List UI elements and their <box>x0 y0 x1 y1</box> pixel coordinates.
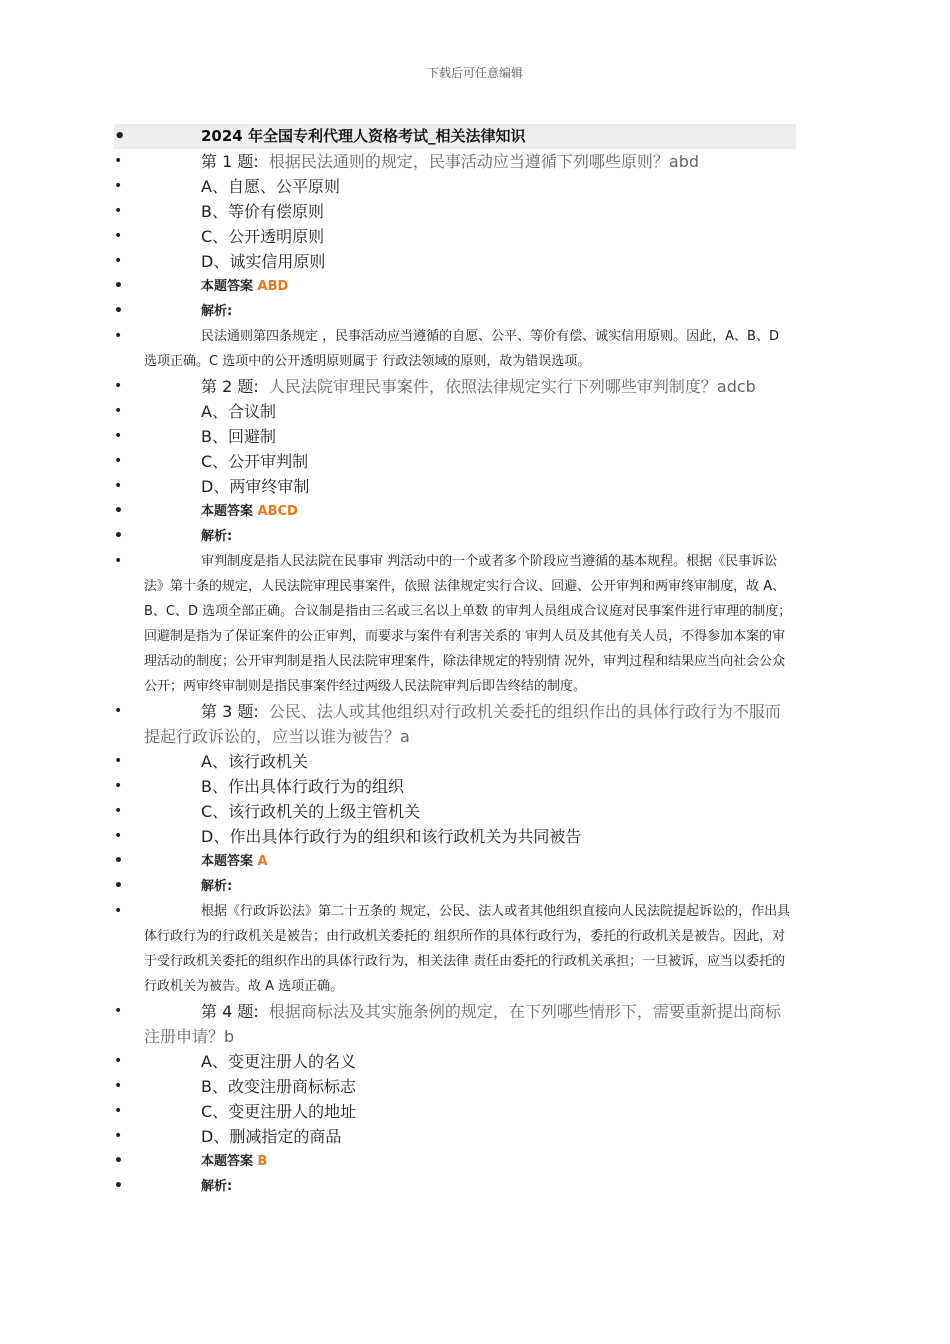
option-text: C、公开审判制 <box>201 452 309 471</box>
document-title: 2024 年全国专利代理人资格考试_相关法律知识 <box>201 127 526 145</box>
option-text: A、合议制 <box>201 402 276 421</box>
explanation-text: 民法通则第四条规定 ，民事活动应当遵循的自愿、公平、等价有偿、诚实信用原则。因此，A、B、D 选项正确。C 选项中的公开透明原则属于 行政法领域的原则，故为错误选项。 <box>144 329 779 369</box>
bullet: • <box>114 528 123 544</box>
option-text: D、作出具体行政行为的组织和该行政机关为共同被告 <box>201 827 582 846</box>
bullet: • <box>114 428 123 444</box>
bullet: • <box>114 153 123 169</box>
option-text: A、自愿、公平原则 <box>201 177 340 196</box>
analysis-label-row <box>114 524 796 549</box>
question-text: 人民法院审理民事案件，依照法律规定实行下列哪些审判制度？adcb <box>268 377 756 396</box>
analysis-label: 解析: <box>201 304 233 319</box>
explanation-text: 根据《行政诉讼法》第二十五条的 规定，公民、法人或者其他组织直接向人民法院提起诉讼的，作出具体行政行为的行政机关是被告；由行政机关委托的 组织所作的具体行政行为，委托的行政机关是被告。因此，对于受行政机关委托的组织作出的具体行政行为，相关法律 责任由委托的行政机关承担；一旦被诉，应当以委托的行政机关为被告。故 A 选项正确。 <box>144 904 791 994</box>
option-text: C、公开透明原则 <box>201 227 325 246</box>
answer-row <box>114 274 796 299</box>
option-a <box>114 749 796 774</box>
bullet: • <box>114 503 123 519</box>
bullet: • <box>114 1103 123 1119</box>
question-number: 第 2 题: <box>201 377 259 396</box>
explanation-text: 审判制度是指人民法院在民事审 判活动中的一个或者多个阶段应当遵循的基本规程。根据《民事诉讼法》第十条的规定，人民法院审理民事案件，依照 法律规定实行合议、回避、公开审判和两审终审制度，故 A、B、C、D 选项全部正确。合议制是指由三名或三名以上单数 的审判人员组成合议庭对民事案件进行审理的制度；回避制是指为了保证案件的公正审判，而要求与案件有利害关系的 审判人员及其他有关人员，不得参加本案的审理活动的制度；公开审判制是指人民法院审理案件，除法律规定的特别情 况外，审判过程和结果应当向社会公众公开；两审终审制则是指民事案件经过两级人民法院审判后即告终结的制度。 <box>144 554 792 694</box>
bullet: • <box>114 253 123 269</box>
answer-value: ABCD <box>257 504 298 519</box>
option-c <box>114 449 796 474</box>
question-number: 第 4 题: <box>201 1002 259 1021</box>
option-d <box>114 474 796 499</box>
answer-value: B <box>257 1154 268 1169</box>
answer-label: 本题答案 <box>201 279 254 294</box>
bullet: • <box>114 828 123 844</box>
analysis-label-row <box>114 874 796 899</box>
option-text: B、等价有偿原则 <box>201 202 324 221</box>
page-header: 下载后可任意编辑 <box>426 66 523 80</box>
option-text: D、两审终审制 <box>201 477 310 496</box>
analysis-label-row <box>114 1174 796 1199</box>
option-b <box>114 1074 796 1099</box>
option-a <box>114 1049 796 1074</box>
bullet: • <box>114 203 123 219</box>
option-text: B、作出具体行政行为的组织 <box>201 777 404 796</box>
answer-row <box>114 849 796 874</box>
document-title-row <box>114 124 796 149</box>
option-a <box>114 399 796 424</box>
option-d <box>114 1124 796 1149</box>
bullet: • <box>114 853 123 869</box>
document-body <box>114 124 796 1199</box>
bullet: • <box>114 478 123 494</box>
bullet: • <box>114 303 123 319</box>
option-text: C、变更注册人的地址 <box>201 1102 357 1121</box>
option-c <box>114 224 796 249</box>
explanation-3 <box>114 899 796 999</box>
bullet: • <box>114 228 123 244</box>
bullet: • <box>114 453 123 469</box>
bullet: • <box>114 803 123 819</box>
question-text: 根据商标法及其实施条例的规定，在下列哪些情形下，需要重新提出商标注册申请？b <box>144 1002 781 1046</box>
option-text: D、诚实信用原则 <box>201 252 326 271</box>
question-3 <box>114 699 796 749</box>
option-text: C、该行政机关的上级主管机关 <box>201 802 421 821</box>
answer-row <box>114 1149 796 1174</box>
answer-label: 本题答案 <box>201 1154 254 1169</box>
analysis-label: 解析: <box>201 879 233 894</box>
bullet: • <box>114 553 123 569</box>
option-a <box>114 174 796 199</box>
option-text: A、变更注册人的名义 <box>201 1052 356 1071</box>
option-d <box>114 824 796 849</box>
option-text: B、回避制 <box>201 427 276 446</box>
bullet: • <box>114 328 123 344</box>
option-text: D、删减指定的商品 <box>201 1127 342 1146</box>
bullet: • <box>114 1128 123 1144</box>
question-number: 第 3 题: <box>201 702 259 721</box>
answer-label: 本题答案 <box>201 854 254 869</box>
option-b <box>114 424 796 449</box>
analysis-label-row <box>114 299 796 324</box>
option-b <box>114 199 796 224</box>
question-text: 根据民法通则的规定，民事活动应当遵循下列哪些原则？abd <box>268 152 700 171</box>
question-number: 第 1 题: <box>201 152 259 171</box>
option-c <box>114 1099 796 1124</box>
option-text: A、该行政机关 <box>201 752 308 771</box>
bullet: • <box>114 378 123 394</box>
explanation-2 <box>114 549 796 699</box>
question-1 <box>114 149 796 174</box>
explanation-1 <box>114 324 796 374</box>
analysis-label: 解析: <box>201 529 233 544</box>
option-text: B、改变注册商标标志 <box>201 1077 356 1096</box>
question-4 <box>114 999 796 1049</box>
bullet: • <box>114 1178 123 1194</box>
option-d <box>114 249 796 274</box>
bullet: • <box>114 903 123 919</box>
option-c <box>114 799 796 824</box>
bullet: • <box>114 403 123 419</box>
bullet: • <box>114 278 123 294</box>
answer-value: A <box>257 854 268 869</box>
bullet: • <box>114 126 126 147</box>
bullet: • <box>114 778 123 794</box>
bullet: • <box>114 1003 123 1019</box>
analysis-label: 解析: <box>201 1179 233 1194</box>
option-b <box>114 774 796 799</box>
bullet: • <box>114 178 123 194</box>
bullet: • <box>114 1078 123 1094</box>
bullet: • <box>114 1053 123 1069</box>
answer-row <box>114 499 796 524</box>
bullet: • <box>114 753 123 769</box>
question-text: 公民、法人或其他组织对行政机关委托的组织作出的具体行政行为不服而提起行政诉讼的，应当以谁为被告？a <box>144 702 781 746</box>
answer-label: 本题答案 <box>201 504 254 519</box>
bullet: • <box>114 1153 123 1169</box>
answer-value: ABD <box>257 279 289 294</box>
question-2 <box>114 374 796 399</box>
bullet: • <box>114 878 123 894</box>
bullet: • <box>114 703 123 719</box>
